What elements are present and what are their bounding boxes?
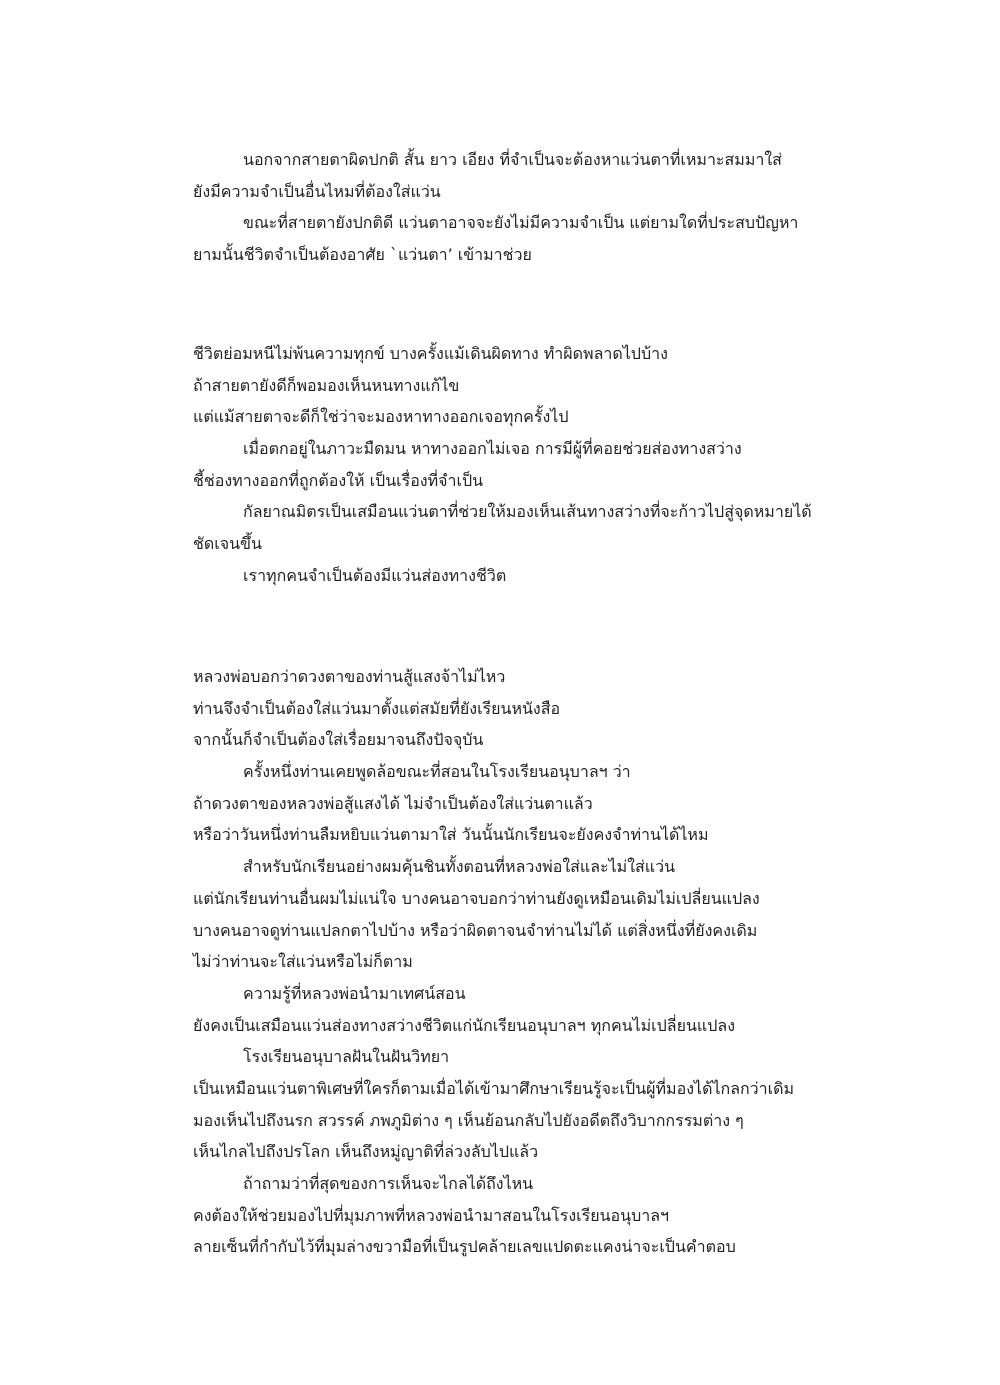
text-line: ยังมีความจำเป็นอื่นไหมที่ต้องใส่แว่น	[193, 181, 441, 201]
text-line: ท่านจึงจำเป็นต้องใส่แว่นมาตั้งแต่สมัยที่ยังเรียนหนังสือ	[193, 698, 561, 718]
text-line: แต่แม้สายตาจะดีก็ใช่ว่าจะมองหาทางออกเจอทุกครั้งไป	[193, 407, 569, 427]
text-line: ชี้ช่องทางออกที่ถูกต้องให้ เป็นเรื่องที่จำเป็น	[193, 470, 484, 490]
text-line: ยังคงเป็นเสมือนแว่นส่องทางสว่างชีวิตแก่นักเรียนอนุบาลฯ ทุกคนไม่เปลี่ยนแปลง	[193, 1015, 735, 1035]
paragraph-section-2	[193, 338, 893, 592]
text-line: บางคนอาจดูท่านแปลกตาไปบ้าง หรือว่าผิดตาจนจำท่านไม่ได้ แต่สิ่งหนึ่งที่ยังคงเดิม	[193, 920, 758, 940]
text-line: ถ้าดวงตาของหลวงพ่อสู้แสงได้ ไม่จำเป็นต้องใส่แว่นตาแล้ว	[193, 793, 593, 813]
text-line: ถ้าสายตายังดีก็พอมองเห็นหนทางแก้ไข	[193, 375, 460, 395]
text-line: นอกจากสายตาผิดปกติ สั้น ยาว เอียง ที่จำเป็นจะต้องหาแว่นตาที่เหมาะสมมาใส่	[243, 150, 782, 169]
text-line: โรงเรียนอนุบาลฝันในฝันวิทยา	[243, 1047, 450, 1067]
text-line: กัลยาณมิตรเป็นเสมือนแว่นตาที่ช่วยให้มองเห็นเส้นทางสว่างที่จะก้าวไปสู่จุดหมายได้	[243, 502, 812, 522]
text-line: ลายเซ็นที่กำกับไว้ที่มุมล่างขวามือที่เป็นรูปคล้ายเลขแปดตะแคงน่าจะเป็นคำตอบ	[193, 1237, 736, 1257]
text-line: เมื่อตกอยู่ในภาวะมืดมน หาทางออกไม่เจอ การมีผู้ที่คอยช่วยส่องทางสว่าง	[243, 439, 742, 459]
text-line: จากนั้นก็จำเป็นต้องใส่เรื่อยมาจนถึงปัจจุบัน	[193, 730, 484, 750]
paragraph-section-1	[193, 144, 893, 271]
text-line: มองเห็นไปถึงนรก สวรรค์ ภพภูมิต่าง ๆ เห็นย้อนกลับไปยังอดีตถึงวิบากกรรมต่าง ๆ	[193, 1110, 744, 1130]
text-line: ความรู้ที่หลวงพ่อนำมาเทศน์สอน	[243, 983, 466, 1003]
text-line: ชัดเจนขึ้น	[193, 534, 262, 554]
text-line: ยามนั้นชีวิตจำเป็นต้องอาศัย `แว่นตา’ เข้ามาช่วย	[193, 245, 532, 265]
text-line: ชีวิตย่อมหนีไม่พ้นความทุกข์ บางครั้งแม้เดินผิดทาง ทำผิดพลาดไปบ้าง	[193, 344, 668, 363]
paragraph-section-3	[193, 661, 893, 1263]
text-line: คงต้องให้ช่วยมองไปที่มุมภาพที่หลวงพ่อนำมาสอนในโรงเรียนอนุบาลฯ	[193, 1205, 670, 1225]
text-line: แต่นักเรียนท่านอื่นผมไม่แน่ใจ บางคนอาจบอกว่าท่านยังดูเหมือนเดิมไม่เปลี่ยนแปลง	[193, 888, 760, 908]
text-line: ไม่ว่าท่านจะใส่แว่นหรือไม่ก็ตาม	[193, 952, 413, 972]
text-line: ขณะที่สายตายังปกติดี แว่นตาอาจจะยังไม่มีความจำเป็น แต่ยามใดที่ประสบปัญหา	[243, 213, 799, 233]
text-line: สำหรับนักเรียนอย่างผมคุ้นชินทั้งตอนที่หลวงพ่อใส่และไม่ใส่แว่น	[243, 857, 676, 877]
text-line: หลวงพ่อบอกว่าดวงตาของท่านสู้แสงจ้าไม่ไหว	[193, 667, 506, 686]
text-line: ครั้งหนึ่งท่านเคยพูดล้อขณะที่สอนในโรงเรียนอนุบาลฯ ว่า	[243, 762, 631, 782]
text-line: ถ้าถามว่าที่สุดของการเห็นจะไกลได้ถึงไหน	[243, 1174, 534, 1193]
text-line: เป็นเหมือนแว่นตาพิเศษที่ใครก็ตามเมื่อได้เข้ามาศึกษาเรียนรู้จะเป็นผู้ที่มองได้ไกลกว่าเดิม	[193, 1078, 795, 1098]
text-line: เห็นไกลไปถึงปรโลก เห็นถึงหมู่ญาติที่ล่วงลับไปแล้ว	[193, 1142, 539, 1162]
text-line: เราทุกคนจำเป็นต้องมีแว่นส่องทางชีวิต	[243, 565, 507, 585]
text-line: หรือว่าวันหนึ่งท่านลืมหยิบแว่นตามาใส่ วันนั้นนักเรียนจะยังคงจำท่านได้ไหม	[193, 825, 709, 845]
